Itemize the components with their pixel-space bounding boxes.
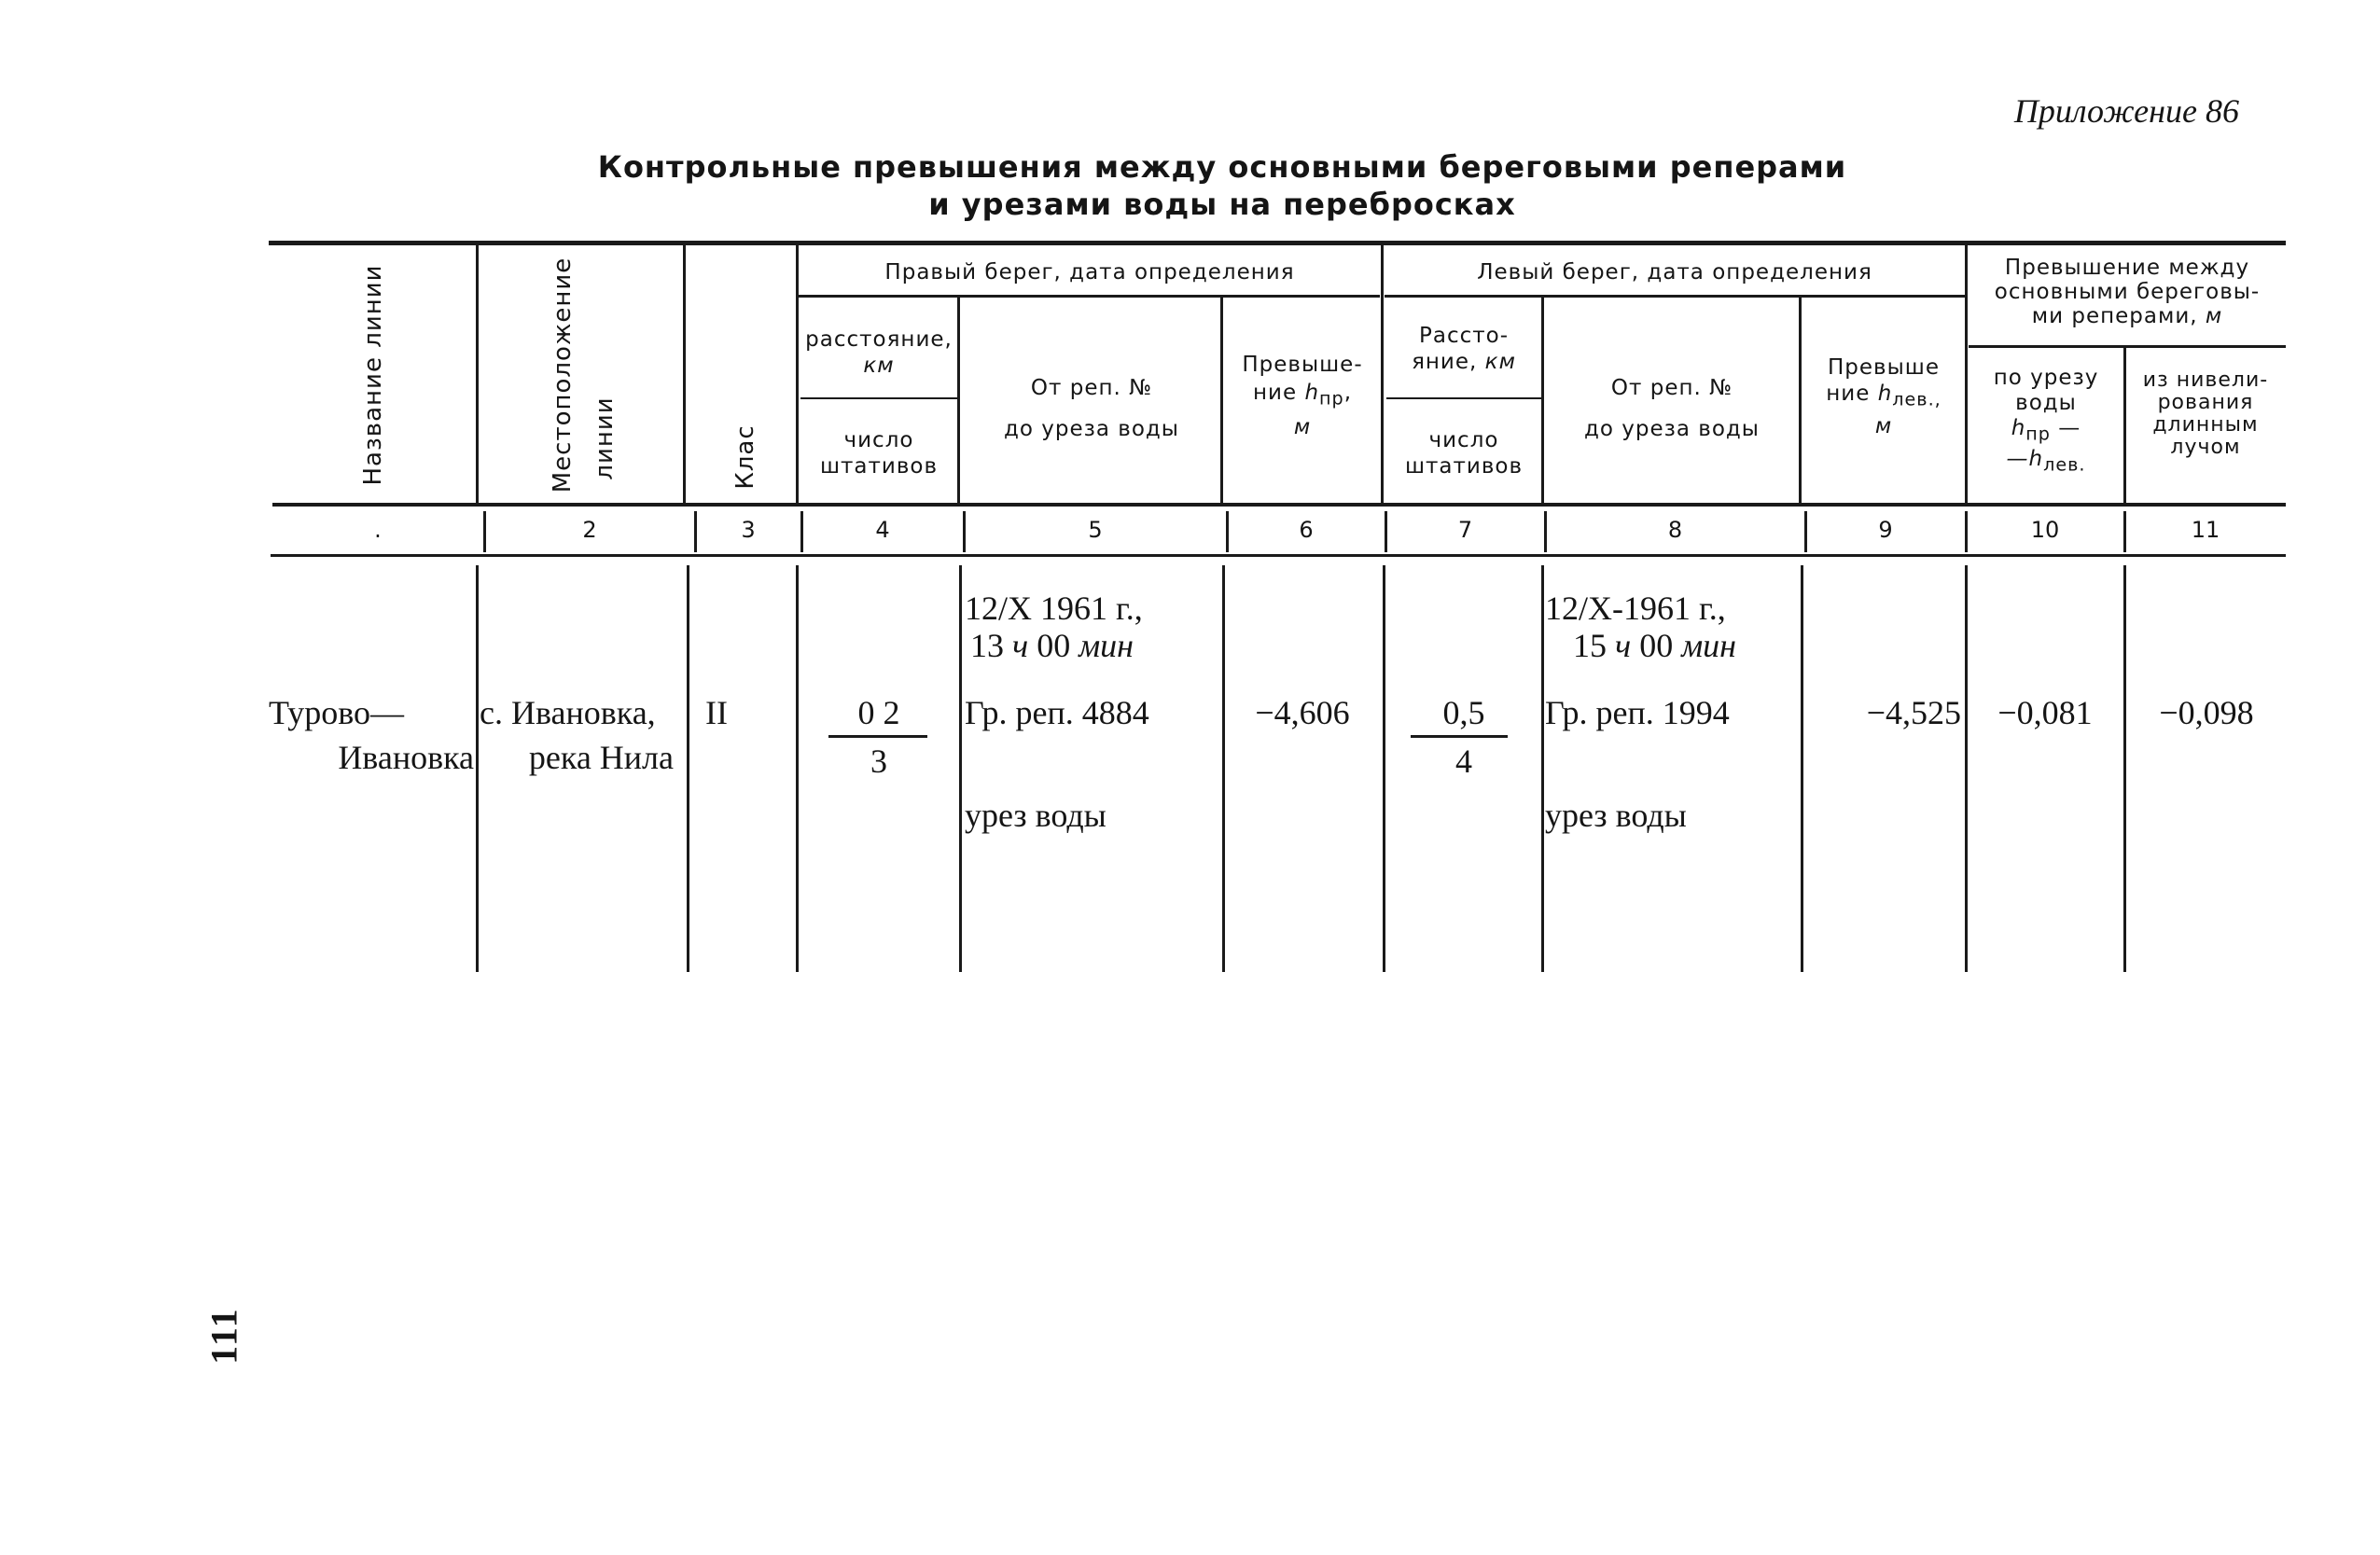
- header-tripods-right: число штативов: [819, 428, 939, 479]
- header-location-1: Местоположение: [549, 257, 577, 493]
- title-line-2: и урезами воды на перебросках: [928, 187, 1516, 222]
- header-location-2: линии: [591, 396, 619, 480]
- cell-water-edge-right: урез воды: [965, 797, 1106, 834]
- col-number-9: 9: [1878, 517, 1893, 543]
- col-number-1: .: [374, 517, 382, 543]
- cell-date-left: 12/X-1961 г., 15 ч 00 мин: [1545, 590, 1737, 664]
- header-from-benchmark-right: От реп. № до уреза воды: [1004, 376, 1179, 441]
- header-left-bank: Левый берег, дата определения: [1477, 260, 1872, 285]
- cell-elevation-left: −4,525: [1866, 694, 1961, 731]
- header-from-benchmark-left: От реп. № до уреза воды: [1584, 376, 1760, 441]
- vline-b-5: [1222, 565, 1225, 972]
- page-number: 111: [202, 1307, 245, 1365]
- vline-b-8: [1801, 565, 1803, 972]
- vline-b-1: [476, 565, 479, 972]
- col-number-4: 4: [875, 517, 890, 543]
- header-class: Клас: [731, 424, 759, 490]
- title-line-1: Контрольные превышения между основными береговыми реперами: [597, 149, 1847, 185]
- header-distance-left: Рассто- яние, км: [1412, 324, 1516, 374]
- cell-elevation-right: −4,606: [1255, 694, 1350, 731]
- header-elevation-right: Превыше- ние $h_{пр}$, м: [1242, 353, 1363, 439]
- cell-location: с. Ивановка, река Нила: [480, 694, 674, 776]
- distance-r-rule: [800, 397, 957, 399]
- vline-b-10: [2123, 565, 2126, 972]
- header-tripods-left: число штативов: [1404, 428, 1524, 479]
- header-by-water-edge: по урезу воды $h_{пр}$ — $—h_{лев.}$: [1993, 366, 2099, 476]
- fraction-bar-right: [828, 735, 927, 738]
- cell-distance-left: 0,5: [1442, 694, 1485, 731]
- cell-benchmark-left: Гр. реп. 1994: [1545, 694, 1730, 731]
- cell-tripods-left: 4: [1455, 743, 1472, 780]
- header-by-long-ray: из нивели- рования длинным лучом: [2142, 368, 2269, 459]
- col-number-7: 7: [1457, 517, 1473, 543]
- col-number-3: 3: [741, 517, 756, 543]
- cell-water-edge-left: урез воды: [1545, 797, 1687, 834]
- col-number-10: 10: [2030, 517, 2060, 543]
- col-number-2: 2: [582, 517, 597, 543]
- header-diff: Превышение между основными береговы- ми реперами, м: [1994, 256, 2261, 328]
- cell-diff-water-edge: −0,081: [1997, 694, 2093, 731]
- diff-group-rule: [1969, 345, 2286, 348]
- header-right-bank: Правый берег, дата определения: [884, 260, 1295, 285]
- cell-diff-long-ray: −0,098: [2159, 694, 2254, 731]
- cell-line-name: Турово— Ивановка: [269, 694, 474, 776]
- header-bottom-rule: [272, 503, 2286, 507]
- right-bank-rule: [798, 295, 1380, 298]
- cell-tripods-right: 3: [870, 743, 887, 780]
- col-number-8: 8: [1667, 517, 1683, 543]
- cell-distance-right: 0 2: [857, 694, 900, 731]
- cell-class: II: [705, 694, 728, 731]
- vline-h-2: [683, 245, 686, 505]
- header-distance-right: расстояние, км: [805, 327, 953, 378]
- header-elevation-left: Превыше ние $h_{лев.,}$ м: [1826, 355, 1942, 438]
- col-number-11: 11: [2191, 517, 2220, 543]
- vline-b-9: [1965, 565, 1968, 972]
- table-top-rule: [269, 241, 2286, 245]
- fraction-bar-left: [1411, 735, 1508, 738]
- number-row-rule: [271, 554, 2286, 557]
- header-line-name: Название линии: [359, 264, 387, 486]
- cell-benchmark-right: Гр. реп. 4884: [965, 694, 1149, 731]
- col-number-6: 6: [1299, 517, 1314, 543]
- col-number-5: 5: [1088, 517, 1103, 543]
- vline-b-2: [687, 565, 689, 972]
- distance-l-rule: [1386, 397, 1541, 399]
- vline-h-1: [476, 245, 479, 505]
- left-bank-rule: [1385, 295, 1965, 298]
- cell-date-right: 12/X 1961 г., 13 ч 00 мин: [965, 590, 1143, 664]
- appendix-label: Приложение 86: [2013, 92, 2239, 130]
